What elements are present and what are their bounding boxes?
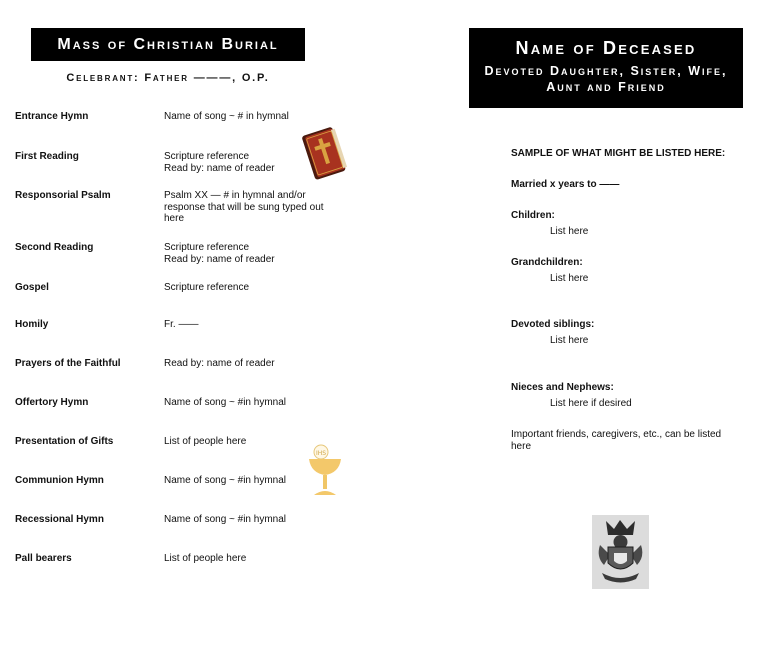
program-detail-line: Scripture reference [164,242,250,253]
deceased-banner [469,28,743,108]
program-detail-line: Fr. —— [164,319,199,330]
program-item-label: Pall bearers [15,553,72,564]
program-item-detail [164,553,339,565]
program-item-label: Prayers of the Faithful [15,358,121,369]
chalice-icon [306,443,344,498]
children-value: List here [550,226,589,237]
sample-heading: SAMPLE OF WHAT MIGHT BE LISTED HERE: [511,148,726,159]
program-detail-line: Psalm XX — # in hymnal and/or response that will be sung typed out here [164,190,324,224]
program-detail-line: Name of song ~ # in hymnal [164,111,289,122]
program-item-label: First Reading [15,151,79,162]
children-label: Children: [511,210,555,221]
program-item-label: Offertory Hymn [15,397,89,408]
deceased-description: Devoted Daughter, Sister, Wife, Aunt and Friend [484,64,728,94]
program-detail-line: List of people here [164,436,247,447]
program-item-label: Presentation of Gifts [15,436,114,447]
program-item-detail [164,319,339,331]
program-detail-line: Name of song ~ #in hymnal [164,514,287,525]
program-detail-line: Name of song ~ #in hymnal [164,397,287,408]
friends-note: Important friends, caregivers, etc., can be listed here [511,429,722,452]
program-item-detail [164,514,339,526]
program-item-label: Homily [15,319,49,330]
program-detail-line: List of people here [164,553,247,564]
program-item-detail [164,111,339,123]
grandchildren-label: Grandchildren: [511,257,583,268]
program-item-label: Gospel [15,282,49,293]
grandchildren-value: List here [550,273,589,284]
program-item-detail [164,190,339,225]
deceased-name: Name of Deceased [515,38,697,58]
nieces-label: Nieces and Nephews: [511,382,614,393]
program-item-detail [164,358,339,370]
program-item-label: Responsorial Psalm [15,190,111,201]
program-detail-line: Read by: name of reader [164,358,275,369]
nieces-value: List here if desired [550,398,632,409]
program-item-label: Second Reading [15,242,94,253]
program-detail-line: Name of song ~ #in hymnal [164,475,287,486]
program-detail-line: Read by: name of reader [164,162,275,174]
svg-text:IHS: IHS [315,450,327,457]
celebrant-line: Celebrant: Father ———, O.P. [66,72,270,84]
mass-title-banner: Mass of Christian Burial [31,28,305,61]
program-detail-line: Read by: name of reader [164,253,275,265]
siblings-value: List here [550,335,589,346]
program-item-label: Recessional Hymn [15,514,104,525]
program-item-label: Communion Hymn [15,475,104,486]
siblings-label: Devoted siblings: [511,319,595,330]
program-item-label: Entrance Hymn [15,111,89,122]
program-item-detail [164,242,339,265]
program-detail-line: Scripture reference [164,151,250,162]
bible-icon [300,124,350,184]
program-detail-line: Scripture reference [164,282,250,293]
married-line: Married x years to —— [511,179,620,190]
program-item-detail [164,282,339,294]
program-item-detail [164,397,339,409]
crest-icon [592,515,649,589]
